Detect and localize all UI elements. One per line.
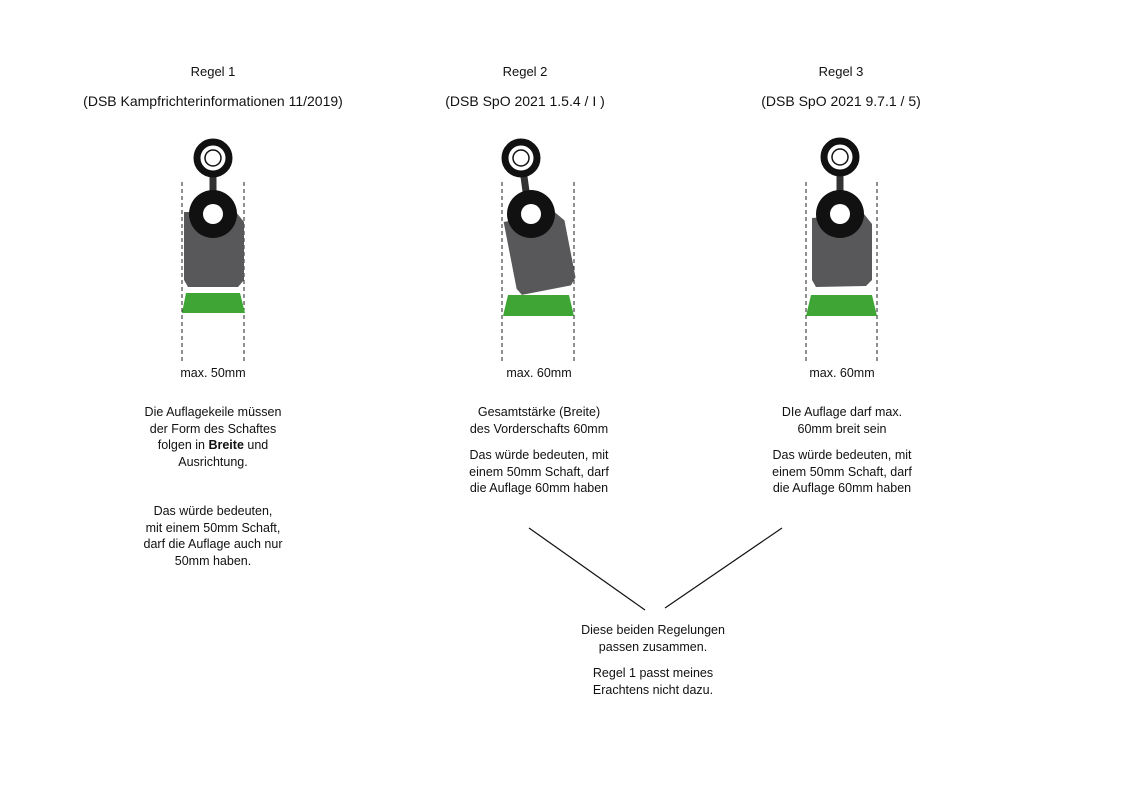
rule-2-desc-line: Gesamtstärke (Breite) <box>477 405 601 419</box>
rule-3-title: Regel 3 <box>818 64 864 79</box>
rule-3-desc-line: 60mm breit sein <box>797 421 887 436</box>
rule-1-sight-ring-large-inner <box>203 204 223 224</box>
rule-3-rest <box>806 295 877 316</box>
rule-3-consequence-line: Das würde bedeuten, mit <box>772 448 912 462</box>
conclusion-note-line: Erachtens nicht dazu. <box>592 682 714 697</box>
rule-3-sight-ring-small-inner <box>832 149 848 165</box>
rule-1-consequence-line: darf die Auflage auch nur <box>143 537 283 551</box>
rule-1-sight-ring-small-inner <box>205 150 221 166</box>
rule-1-desc-line: Ausrichtung. <box>178 454 248 469</box>
rule-2-sight-ring-large-inner <box>521 204 541 224</box>
rule-2-rest <box>503 295 574 316</box>
rule-2-consequence-line: Das würde bedeuten, mit <box>469 448 609 462</box>
rule-1-source: (DSB Kampfrichterinformationen 11/2019) <box>83 93 343 109</box>
rule-1-rest <box>182 293 245 313</box>
connector-line-left <box>529 528 645 610</box>
connector-line-right <box>665 528 782 608</box>
rule-2-consequence-line: einem 50mm Schaft, darf <box>469 464 609 479</box>
rule-2-title: Regel 2 <box>502 64 548 79</box>
conclusion-line: Diese beiden Regelungen <box>581 623 725 637</box>
rule-3-illustration <box>806 141 877 362</box>
rule-3-desc-line: DIe Auflage darf max. <box>781 405 903 419</box>
rule-3-consequence-line: die Auflage 60mm haben <box>772 481 912 495</box>
rule-1-desc-pre: folgen in <box>157 438 209 452</box>
rule-1-illustration <box>182 142 245 362</box>
rule-2-desc-line: des Vorderschafts 60mm <box>469 421 609 436</box>
conclusion-line: passen zusammen. <box>598 639 708 654</box>
rule-2-source: (DSB SpO 2021 1.5.4 / I ) <box>445 93 605 109</box>
rule-1-consequence-line: Das würde bedeuten, <box>153 504 273 518</box>
rule-1-desc-line: der Form des Schaftes <box>149 421 277 436</box>
rule-2-width-label: max. 60mm <box>506 366 572 380</box>
conclusion-note-line: Regel 1 passt meines <box>592 666 714 680</box>
rule-2-illustration <box>502 142 577 362</box>
rule-2-consequence-line: die Auflage 60mm haben <box>469 481 609 495</box>
rule-1-width-label: max. 50mm <box>180 366 246 380</box>
rule-3-consequence-line: einem 50mm Schaft, darf <box>772 464 912 479</box>
rule-1-consequence-line: 50mm haben. <box>174 553 252 568</box>
rule-3-source: (DSB SpO 2021 9.7.1 / 5) <box>761 93 921 109</box>
rule-3-sight-ring-large-inner <box>830 204 850 224</box>
rule-1-desc-post: und <box>243 438 269 452</box>
rule-1-desc-bold: Breite <box>208 438 244 452</box>
rule-2-sight-ring-small-inner <box>513 150 529 166</box>
rule-1-desc-line: Die Auflagekeile müssen <box>144 405 282 419</box>
rule-3-width-label: max. 60mm <box>809 366 875 380</box>
rule-1-title: Regel 1 <box>190 64 236 79</box>
rule-1-consequence-line: mit einem 50mm Schaft, <box>145 520 281 535</box>
